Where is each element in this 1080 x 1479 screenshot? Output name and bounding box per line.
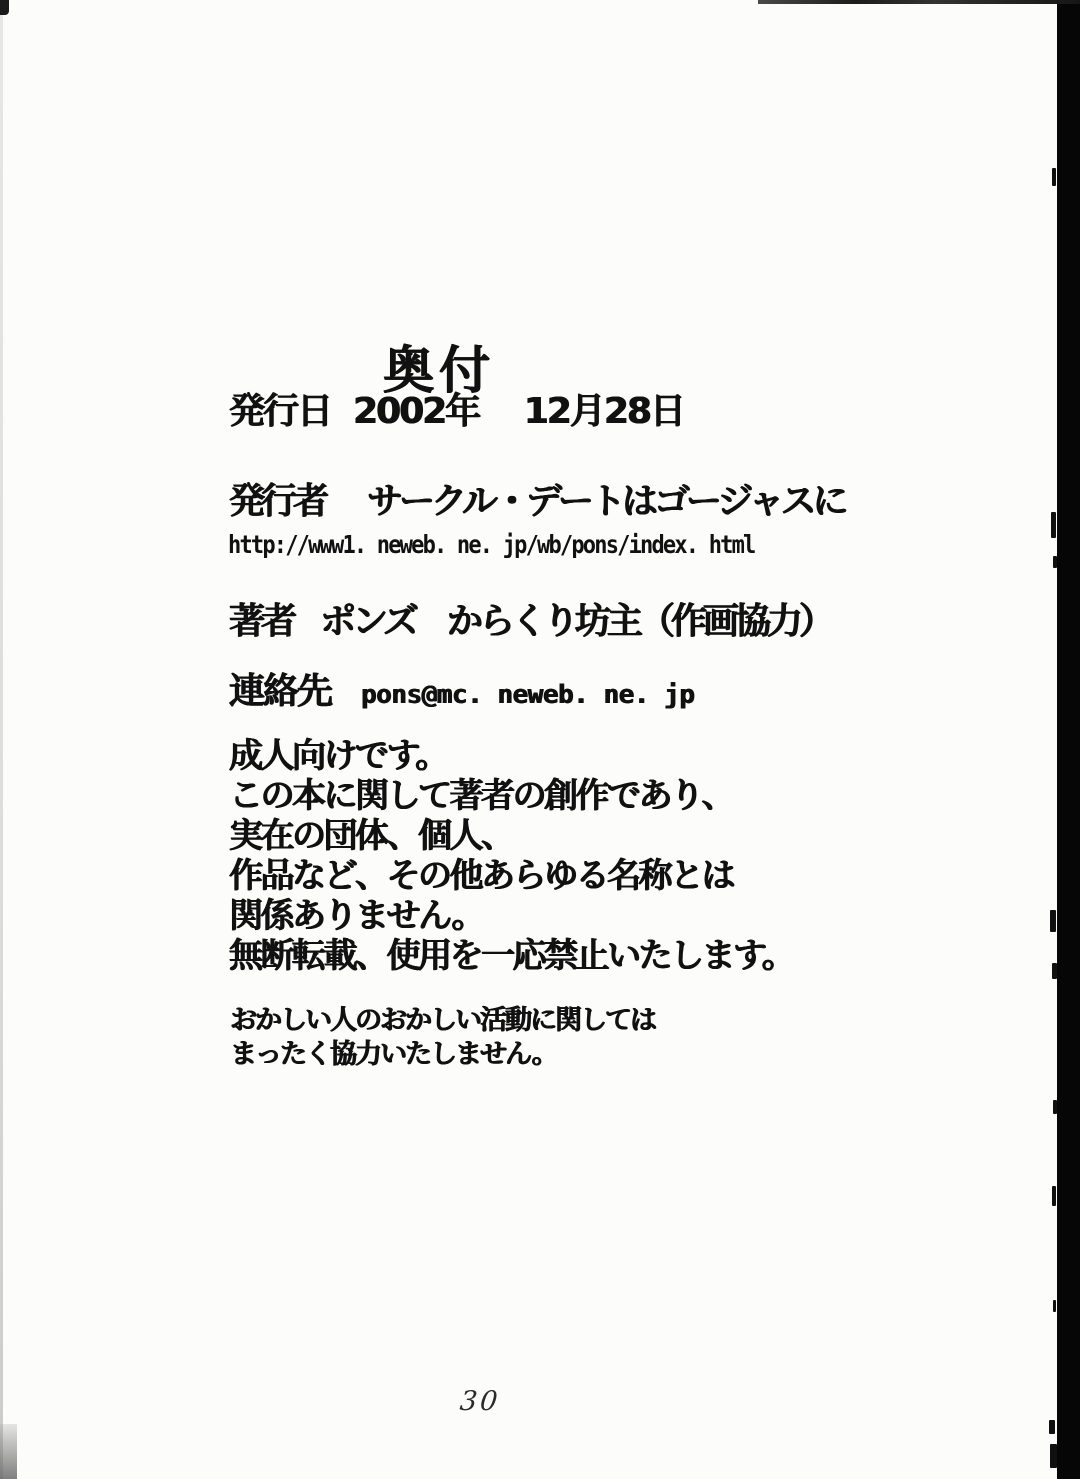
disclaimer-line: 作品など、その他あらゆる名称とは [229, 856, 733, 896]
author-row [229, 593, 831, 644]
scan-artifact [1052, 1186, 1056, 1206]
publish-date-row [229, 383, 684, 434]
publisher-value: サークル・デートはゴージャスに [367, 481, 845, 522]
scan-artifact [1049, 1420, 1055, 1434]
page-title: 奥付 [383, 342, 496, 401]
scan-artifact-right-bar [1057, 0, 1080, 1479]
scan-artifact [1052, 168, 1056, 186]
disclaimer-line: この本に関して著者の創作であり、 [229, 776, 733, 816]
small-note-line: まったく協力いたしません。 [230, 1039, 557, 1070]
publish-date-value: 2002年 12月28日 [353, 391, 684, 432]
scan-artifact [1052, 963, 1057, 979]
disclaimer-line: 無断転載、使用を一応禁止いたします。 [229, 936, 794, 976]
scan-artifact-corner-mark [0, 0, 9, 15]
disclaimer-line: 成人向けです。 [229, 736, 447, 776]
scan-artifact [1050, 1444, 1057, 1468]
contact-label: 連絡先 [229, 671, 332, 712]
publisher-label: 発行者 [229, 481, 326, 522]
website-url: http://www1. neweb. ne. jp/wb/pons/index. html [228, 531, 755, 560]
scan-artifact-bottom-left-streak [0, 1424, 17, 1479]
scan-artifact-left-edge [0, 0, 3, 1479]
author-value: ポンズ からくり坊主（作画協力） [320, 601, 831, 642]
scan-artifact [1053, 556, 1057, 568]
page-number: 30 [458, 1386, 502, 1417]
scan-artifact [1053, 1300, 1056, 1312]
scan-artifact [1051, 512, 1056, 538]
scan-artifact [1053, 1100, 1057, 1114]
contact-row [229, 663, 694, 714]
scan-artifact [1050, 910, 1056, 932]
author-label: 著者 [229, 601, 294, 642]
contact-email: pons@mc. neweb. ne. jp [361, 680, 695, 710]
scan-artifact-top-strip [758, 0, 1080, 4]
publisher-row [229, 473, 845, 524]
disclaimer-line: 関係ありません。 [229, 896, 484, 936]
disclaimer-line: 実在の団体、個人、 [229, 816, 513, 856]
disclaimer-block [229, 736, 793, 976]
small-note-block [230, 1004, 655, 1072]
publish-date-label: 発行日 [229, 391, 332, 432]
small-note-line: おかしい人のおかしい活動に関しては [230, 1005, 655, 1036]
